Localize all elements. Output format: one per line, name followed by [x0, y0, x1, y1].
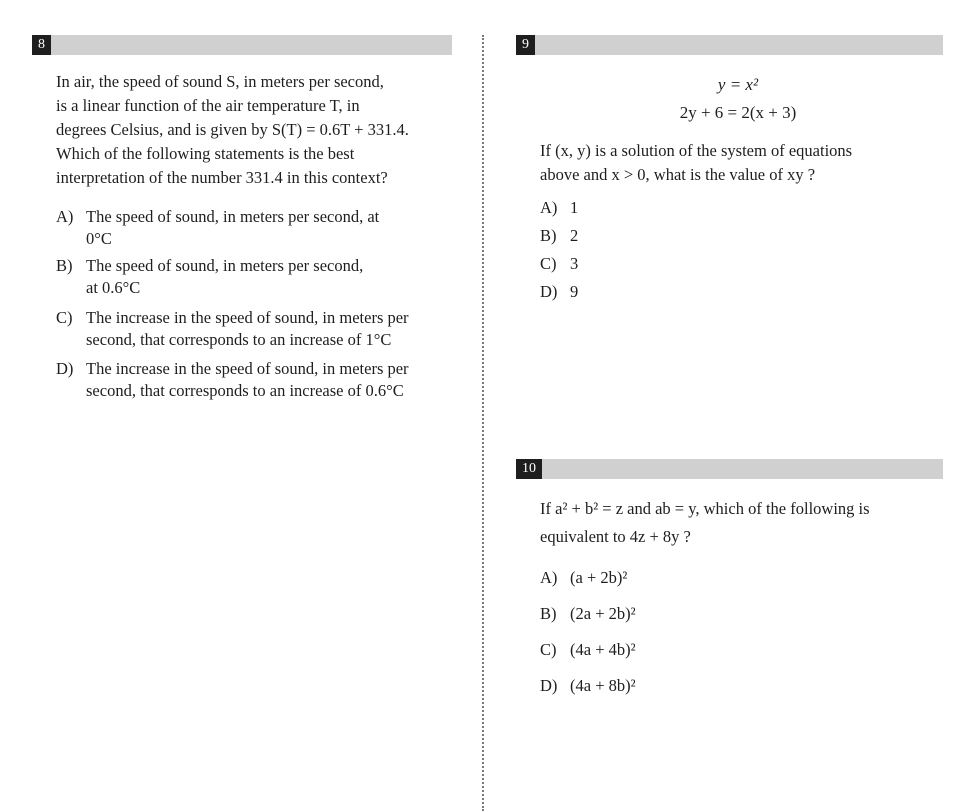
question-10-number: 10: [516, 459, 542, 479]
question-9-header: [516, 35, 943, 55]
choice-letter: A): [540, 568, 558, 587]
choice-letter: A): [540, 198, 558, 217]
choice-text: 0°C: [86, 229, 112, 248]
equation-2: 2y + 6 = 2(x + 3): [679, 103, 797, 122]
stem-line: interpretation of the number 331.4 in this context?: [56, 168, 388, 187]
choice-text: The increase in the speed of sound, in meters per: [86, 359, 409, 378]
choice-text: 2: [570, 226, 579, 245]
stem-line: If a² + b² = z and ab = y, which of the following is: [540, 499, 870, 518]
stem-line: above and x > 0, what is the value of xy ?: [540, 165, 816, 184]
question-10-choice-d[interactable]: [540, 675, 636, 697]
question-10-choice-b[interactable]: [540, 603, 636, 625]
question-8-header: [32, 35, 452, 55]
choice-text: 3: [570, 254, 579, 273]
question-8-choice-d[interactable]: [56, 358, 466, 402]
equation-1: y = x²: [717, 75, 759, 94]
choice-text: The speed of sound, in meters per second, at: [86, 207, 380, 226]
stem-line: If (x, y) is a solution of the system of equations: [540, 141, 853, 160]
question-9-choice-a[interactable]: [540, 197, 578, 219]
stem-line: degrees Celsius, and is given by S(T) = 0.6T + 331.4.: [56, 120, 409, 139]
stem-line: In air, the speed of sound S, in meters per second,: [56, 72, 384, 91]
choice-text: The increase in the speed of sound, in meters per: [86, 308, 409, 327]
stem-line: Which of the following statements is the best: [56, 144, 355, 163]
choice-text: (4a + 4b)²: [570, 640, 636, 659]
question-8-number: 8: [32, 35, 51, 55]
question-9-choice-c[interactable]: [540, 253, 578, 275]
question-10-choice-a[interactable]: [540, 567, 627, 589]
question-8-choice-a[interactable]: [56, 206, 466, 250]
choice-text: (4a + 8b)²: [570, 676, 636, 695]
question-10-header: [516, 459, 943, 479]
choice-letter: B): [56, 256, 73, 275]
question-9-choice-b[interactable]: [540, 225, 578, 247]
choice-text: second, that corresponds to an increase of 0.6°C: [86, 381, 404, 400]
question-8-stem: [56, 70, 466, 190]
question-8-choice-c[interactable]: [56, 307, 466, 351]
choice-letter: C): [540, 254, 557, 273]
choice-letter: D): [540, 282, 558, 301]
column-divider: [482, 35, 484, 811]
choice-text: second, that corresponds to an increase of 1°C: [86, 330, 392, 349]
choice-letter: C): [540, 640, 557, 659]
stem-line: equivalent to 4z + 8y ?: [540, 527, 691, 546]
choice-text: (a + 2b)²: [570, 568, 628, 587]
question-10-choice-c[interactable]: [540, 639, 636, 661]
question-9-number: 9: [516, 35, 535, 55]
choice-letter: C): [56, 308, 73, 327]
choice-letter: D): [540, 676, 558, 695]
choice-letter: B): [540, 226, 557, 245]
choice-text: at 0.6°C: [86, 278, 141, 297]
choice-letter: A): [56, 207, 74, 226]
choice-text: (2a + 2b)²: [570, 604, 636, 623]
question-8-choice-b[interactable]: [56, 255, 466, 299]
question-9-choice-d[interactable]: [540, 281, 578, 303]
choice-text: 1: [570, 198, 579, 217]
question-9-stem: [540, 139, 940, 187]
choice-letter: D): [56, 359, 74, 378]
choice-text: 9: [570, 282, 579, 301]
question-10-stem: [540, 495, 950, 551]
stem-line: is a linear function of the air temperature T, in: [56, 96, 360, 115]
choice-text: The speed of sound, in meters per second,: [86, 256, 364, 275]
choice-letter: B): [540, 604, 557, 623]
